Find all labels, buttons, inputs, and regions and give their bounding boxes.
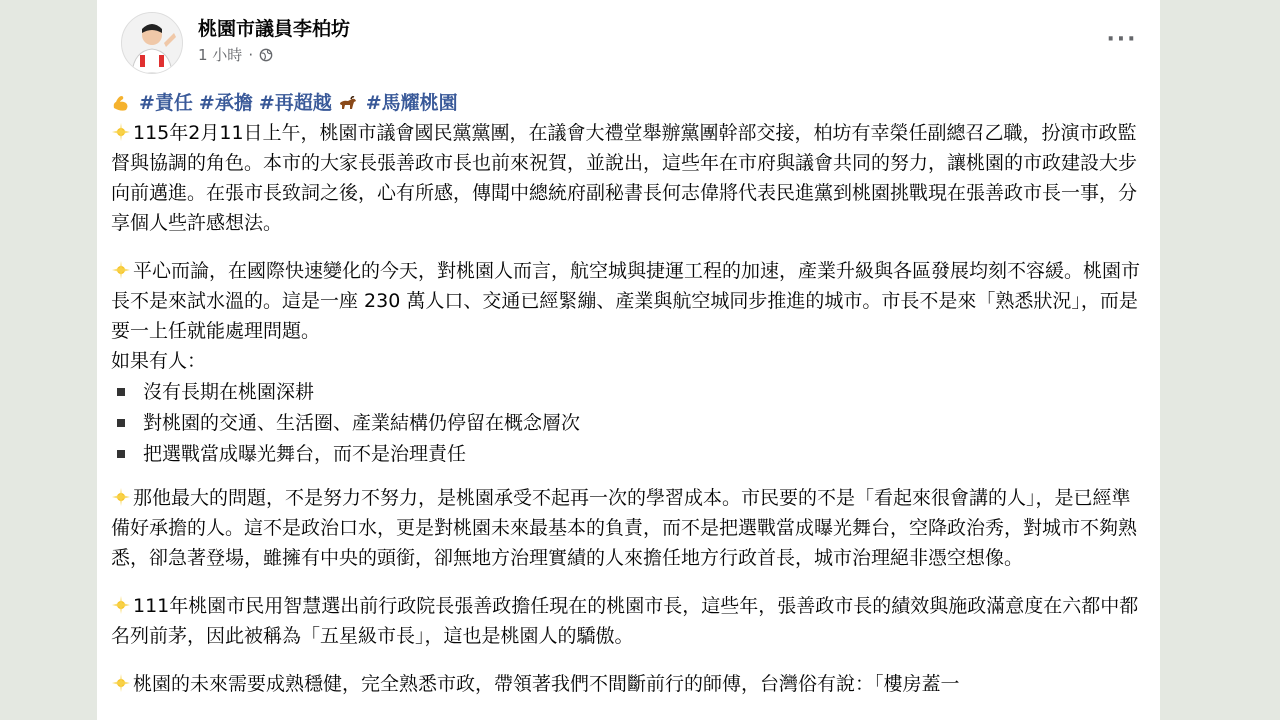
globe-icon[interactable] xyxy=(259,48,273,62)
left-background xyxy=(0,0,97,720)
sparkle-icon xyxy=(111,673,131,693)
paragraph xyxy=(111,118,1146,238)
paragraph-text: 111年桃園市民用智慧選出前行政院長張善政擔任現在的桃園市長，這些年，張善政市長的績效與施政滿意度在六都中都名列前茅，因此被稱為「五星級市長」，這也是桃園人的驕傲。 xyxy=(111,595,1139,647)
hashtag-line xyxy=(111,88,1146,118)
sparkle-icon xyxy=(111,122,131,142)
flexed-biceps-icon xyxy=(111,93,131,113)
author-name[interactable]: 桃園市議員李柏坊 xyxy=(198,18,351,40)
paragraph xyxy=(111,591,1146,651)
hashtag[interactable]: #承擔 xyxy=(198,92,253,114)
list-item: 把選戰當成曝光舞台，而不是治理責任 xyxy=(111,438,1146,469)
post-header xyxy=(113,10,1138,72)
sparkle-icon xyxy=(111,487,131,507)
avatar[interactable] xyxy=(121,12,183,74)
post-content xyxy=(111,88,1146,699)
hashtag[interactable]: #再超越 xyxy=(258,92,332,114)
paragraph-text: 115年2月11日上午，桃園市議會國民黨黨團，在議會大禮堂舉辦黨團幹部交接，柏坊有幸榮任副總召乙職，扮演市政監督與協調的角色。本市的大家長張善政市長也前來祝賀，並說出，這些年在市府與議會共同的努力，讓桃園的市政建設大步向前邁進。在張市長致詞之後，心有所感，傳聞中總統府副秘書長何志偉將代表民進黨到桃園挑戰現在張善政市長一事，分享個人些許感想法。 xyxy=(111,122,1138,234)
meta-separator: · xyxy=(248,45,254,64)
square-bullet-icon xyxy=(117,388,125,396)
square-bullet-icon xyxy=(117,450,125,458)
hashtag[interactable]: #責任 xyxy=(139,92,193,114)
paragraph-text: 桃園的未來需要成熟穩健，完全熟悉市政，帶領著我們不間斷前行的師傅，台灣俗有說：「樓房蓋一 xyxy=(133,673,960,695)
sparkle-icon xyxy=(111,260,131,280)
post-card xyxy=(97,0,1160,720)
paragraph-text: 那他最大的問題，不是努力不努力，是桃園承受不起再一次的學習成本。市民要的不是「看起來很會講的人」，是已經準備好承擔的人。這不是政治口水，更是對桃園未來最基本的負責，而不是把選戰當成曝光舞台，空降政治秀，對城市不夠熟悉，卻急著登場，雖擁有中央的頭銜，卻無地方治理實績的人來擔任地方行政首長，城市治理絕非憑空想像。 xyxy=(111,487,1138,569)
paragraph xyxy=(111,483,1146,573)
horse-icon xyxy=(338,93,358,113)
post-time[interactable]: 1 小時 xyxy=(198,46,243,64)
right-background xyxy=(1160,0,1280,720)
post-meta xyxy=(198,44,273,65)
paragraph xyxy=(111,256,1146,346)
list-item: 沒有長期在桃園深耕 xyxy=(111,376,1146,407)
sparkle-icon xyxy=(111,595,131,615)
more-options-button[interactable]: ··· xyxy=(1106,26,1138,52)
paragraph-text: 平心而論，在國際快速變化的今天，對桃園人而言，航空城與捷運工程的加速，產業升級與各區發展均刻不容緩。桃園市長不是來試水溫的。這是一座 230 萬人口、交通已經緊繃、產業與航空城同步推進的城市。市長不是來「熟悉狀況」，而是要一上任就能處理問題。 xyxy=(111,260,1141,342)
avatar-image xyxy=(122,13,182,73)
if-line: 如果有人： xyxy=(111,350,207,372)
paragraph xyxy=(111,669,1146,699)
hashtag[interactable]: #馬耀桃園 xyxy=(365,92,458,114)
square-bullet-icon xyxy=(117,419,125,427)
bullet-list xyxy=(111,376,1146,469)
list-item: 對桃園的交通、生活圈、產業結構仍停留在概念層次 xyxy=(111,407,1146,438)
